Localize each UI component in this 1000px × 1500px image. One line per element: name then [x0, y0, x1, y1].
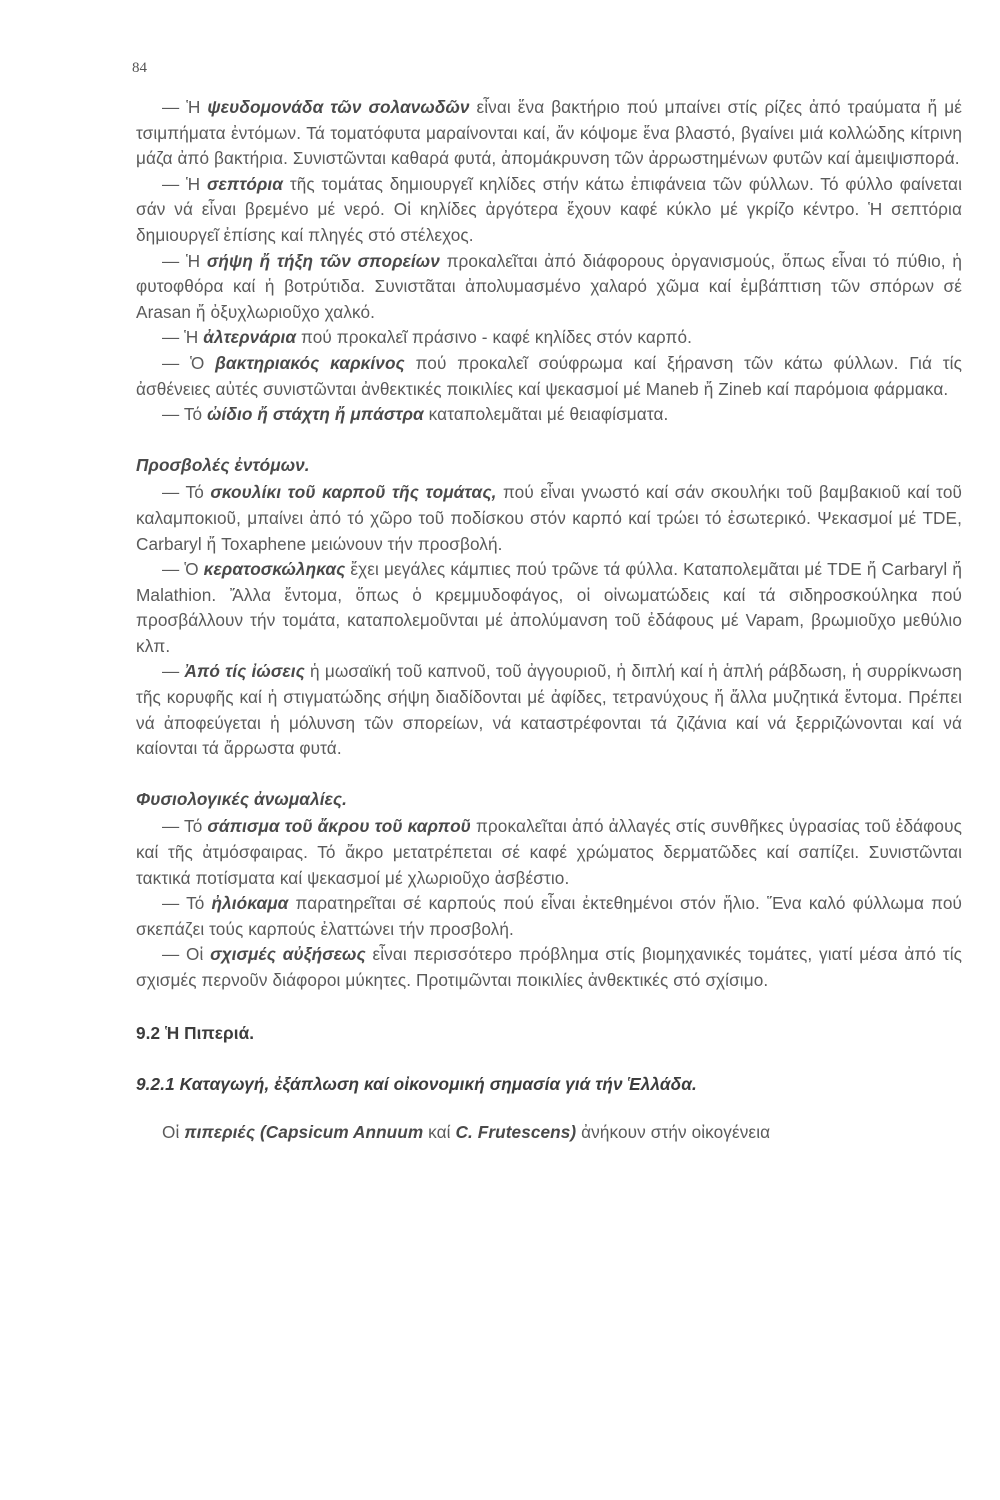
paragraph-hornworm: — Ὁ κερατοσκώληκας ἔχει μεγάλες κάμπιες πού τρῶνε τά φύλλα. Καταπολεμᾶται μέ TDE ἤ Carbaryl ἤ Malathion. Ἄλλα ἔντομα, ὅπως ὁ κρεμμυδοφάγος, οἱ οἰνωματώδεις καί τά σιδηροσκούληκα πού προσβάλλουν τήν τομάτα, καταπολεμοῦνται μέ ἀπολύμανση τοῦ ἐδάφους μέ Vapam, βρωμιοῦχο μεθύλιο κλπ. [136, 559, 962, 656]
term-blossom-end-rot: σάπισμα τοῦ ἄκρου τοῦ καρποῦ [207, 816, 471, 837]
paragraph-septoria: — Ἡ σεπτόρια τῆς τομάτας δημιουργεῖ κηλίδες στήν κάτω ἐπιφάνεια τῶν φύλλων. Τό φύλλο φαίνεται σάν νά εἶναι βρεμένο μέ νερό. Οἱ κηλίδες ἀργότερα ἔχουν καφέ κύκλο μέ γκρίζο κέντρο. Ἡ σεπτόρια δημιουργεῖ ἐπίσης καί πληγές στό στέλεχος. [136, 173, 962, 245]
paragraph-sunscald: — Τό ἠλιόκαμα παρατηρεῖται σέ καρπούς πού εἶναι ἐκτεθημένοι στόν ἥλιο. Ἕνα καλό φύλλωμα πού σκεπάζει τούς καρπούς ἐλαττώνει τήν προσβολή. [136, 893, 962, 939]
page-number: 84 [132, 60, 147, 76]
term-tomato-fruitworm: σκουλίκι τοῦ καρποῦ τῆς τομάτας, [210, 482, 497, 503]
term-septoria: σεπτόρια [207, 173, 284, 194]
paragraph-blossom-end-rot: — Τό σάπισμα τοῦ ἄκρου τοῦ καρποῦ προκαλεῖται ἀπό ἀλλαγές στίς συνθῆκες ὑγρασίας τοῦ ἐδάφους καί τῆς ἀτμόσφαιρας. Τό ἄκρο μετατρέπεται σέ καφέ χρώματος δερματῶδες καί σαπίζει. Συνιστῶνται τακτικά ποτίσματα καί ψεκασμοί μέ χλωριοῦχο ἀσβέστιο. [136, 816, 962, 888]
page-body [136, 95, 962, 1145]
term-bacterial-canker: βακτηριακός καρκίνος [215, 352, 405, 373]
term-pseudomonas: ψευδομονάδα τῶν σολανωδῶν [207, 97, 470, 117]
paragraph-powdery-mildew: — Τό ὠίδιο ἤ στάχτη ἤ μπάστρα καταπολεμᾶται μέ θειαφίσματα. [162, 404, 669, 425]
term-hornworm: κερατοσκώληκας [203, 559, 346, 580]
term-capsicum-annuum: πιπεριές (Capsicum Annuum [184, 1121, 424, 1142]
term-growth-cracks: σχισμές αὐξήσεως [210, 944, 366, 965]
term-sunscald: ἠλιόκαμα [211, 893, 289, 914]
paragraph-bacterial-canker: — Ὁ βακτηριακός καρκίνος πού προκαλεῖ σούφρωμα καί ξήρανση τῶν κάτω φύλλων. Γιά τίς ἀσθένειες αὐτές συνιστῶνται ἀνθεκτικές ποικιλίες καί ψεκασμοί μέ Maneb ἤ Zineb καί παρόμοια φάρμακα. [136, 352, 962, 399]
heading-insect-attacks: Προσβολές ἐντόμων. [136, 454, 310, 475]
paragraph-damping-off: — Ἡ σήψη ἤ τήξη τῶν σπορείων προκαλεῖται ἀπό διάφορους ὀργανισμούς, ὅπως εἶναι τό πύθιο, ἡ φυτοφθόρα καί ἡ βοτρύτιδα. Συνιστᾶται ἀπολυμασμένο χαλαρό χῶμα καί ἐμβάπτιση τῶν σπόρων σέ Arasan ἤ ὀξυχλωριοῦχο χαλκό. [136, 250, 963, 322]
paragraph-tomato-fruitworm: — Τό σκουλίκι τοῦ καρποῦ τῆς τομάτας, πού εἶναι γνωστό καί σάν σκουλήκι τοῦ βαμβακιοῦ καί τοῦ καλαμποκιοῦ, μπαίνει ἀπό τό χῶρο τοῦ ποδίσκου στόν καρπό καί τρώει τό ἐσωτερικό. Ψεκασμοί μέ TDE, Carbaryl ἤ Toxaphene μειώνουν τήν προσβολή. [136, 482, 962, 554]
paragraph-pseudomonas: — Ἡ ψευδομονάδα τῶν σολανωδῶν εἶναι ἕνα βακτήριο πού μπαίνει στίς ρίζες ἀπό τραύματα ἤ μέ τσιμπήματα ἐντόμων. Τά τοματόφυτα μαραίνονται καί, ἄν κόψομε ἕνα βλαστό, βγαίνει μιά κολλώδης κίτρινη μάζα ἀπό βακτήρια. Συνιστῶνται καθαρά φυτά, ἀπομάκρυνση τῶν ἀρρωστημένων φυτῶν καί ἀμειψισπορά. [136, 97, 962, 169]
term-viruses: Ἀπό τίς ἰώσεις [184, 661, 305, 682]
paragraph-viruses: — Ἀπό τίς ἰώσεις ἡ μωσαϊκή τοῦ καπνοῦ, τοῦ ἀγγουριοῦ, ἡ διπλή καί ἡ ἁπλή ράβδωση, ἡ συρρίκνωση τῆς κορυφῆς καί ἡ στιγματώδης σήψη διαδίδονται μέ ἀφίδες, τετρανύχους ἤ ἄλλα μυζητικά ἔντομα. Πρέπει νά ἀποφεύγεται ἡ μόλυνση τῶν σπορείων, νά καταστρέφονται τά ζιζάνια καί νά ξερριζώνονται καί νά καίονται τά ἄρρωστα φυτά. [136, 661, 962, 759]
term-alternaria: ἀλτερνάρια [203, 327, 297, 348]
subsection-heading-origin: 9.2.1 Καταγωγή, ἐξάπλωση καί οἰκονομική σημασία γιά τήν Ἑλλάδα. [136, 1074, 697, 1095]
term-damping-off: σήψη ἤ τήξη τῶν σπορείων [206, 250, 440, 271]
term-c-frutescens: C. Frutescens) [455, 1121, 577, 1142]
section-heading-pepper: 9.2 Ἡ Πιπεριά. [136, 1022, 255, 1043]
term-powdery-mildew: ὠίδιο ἤ στάχτη ἤ μπάστρα [207, 404, 424, 425]
heading-physiological-disorders: Φυσιολογικές ἀνωμαλίες. [136, 788, 348, 809]
paragraph-growth-cracks: — Οἱ σχισμές αὐξήσεως εἶναι περισσότερο πρόβλημα στίς βιομηχανικές τομάτες, γιατί μέσα ἀπό τίς σχισμές περνοῦν διάφοροι μύκητες. Προτιμῶνται ποικιλίες ἀνθεκτικές στό σχίσιμο. [136, 944, 962, 990]
paragraph-alternaria: — Ἡ ἀλτερνάρια πού προκαλεῖ πράσινο - καφέ κηλίδες στόν καρπό. [162, 327, 693, 348]
paragraph-peppers: Οἱ πιπεριές (Capsicum Annuum καί C. Frutescens) ἀνήκουν στήν οἰκογένεια [162, 1121, 771, 1142]
